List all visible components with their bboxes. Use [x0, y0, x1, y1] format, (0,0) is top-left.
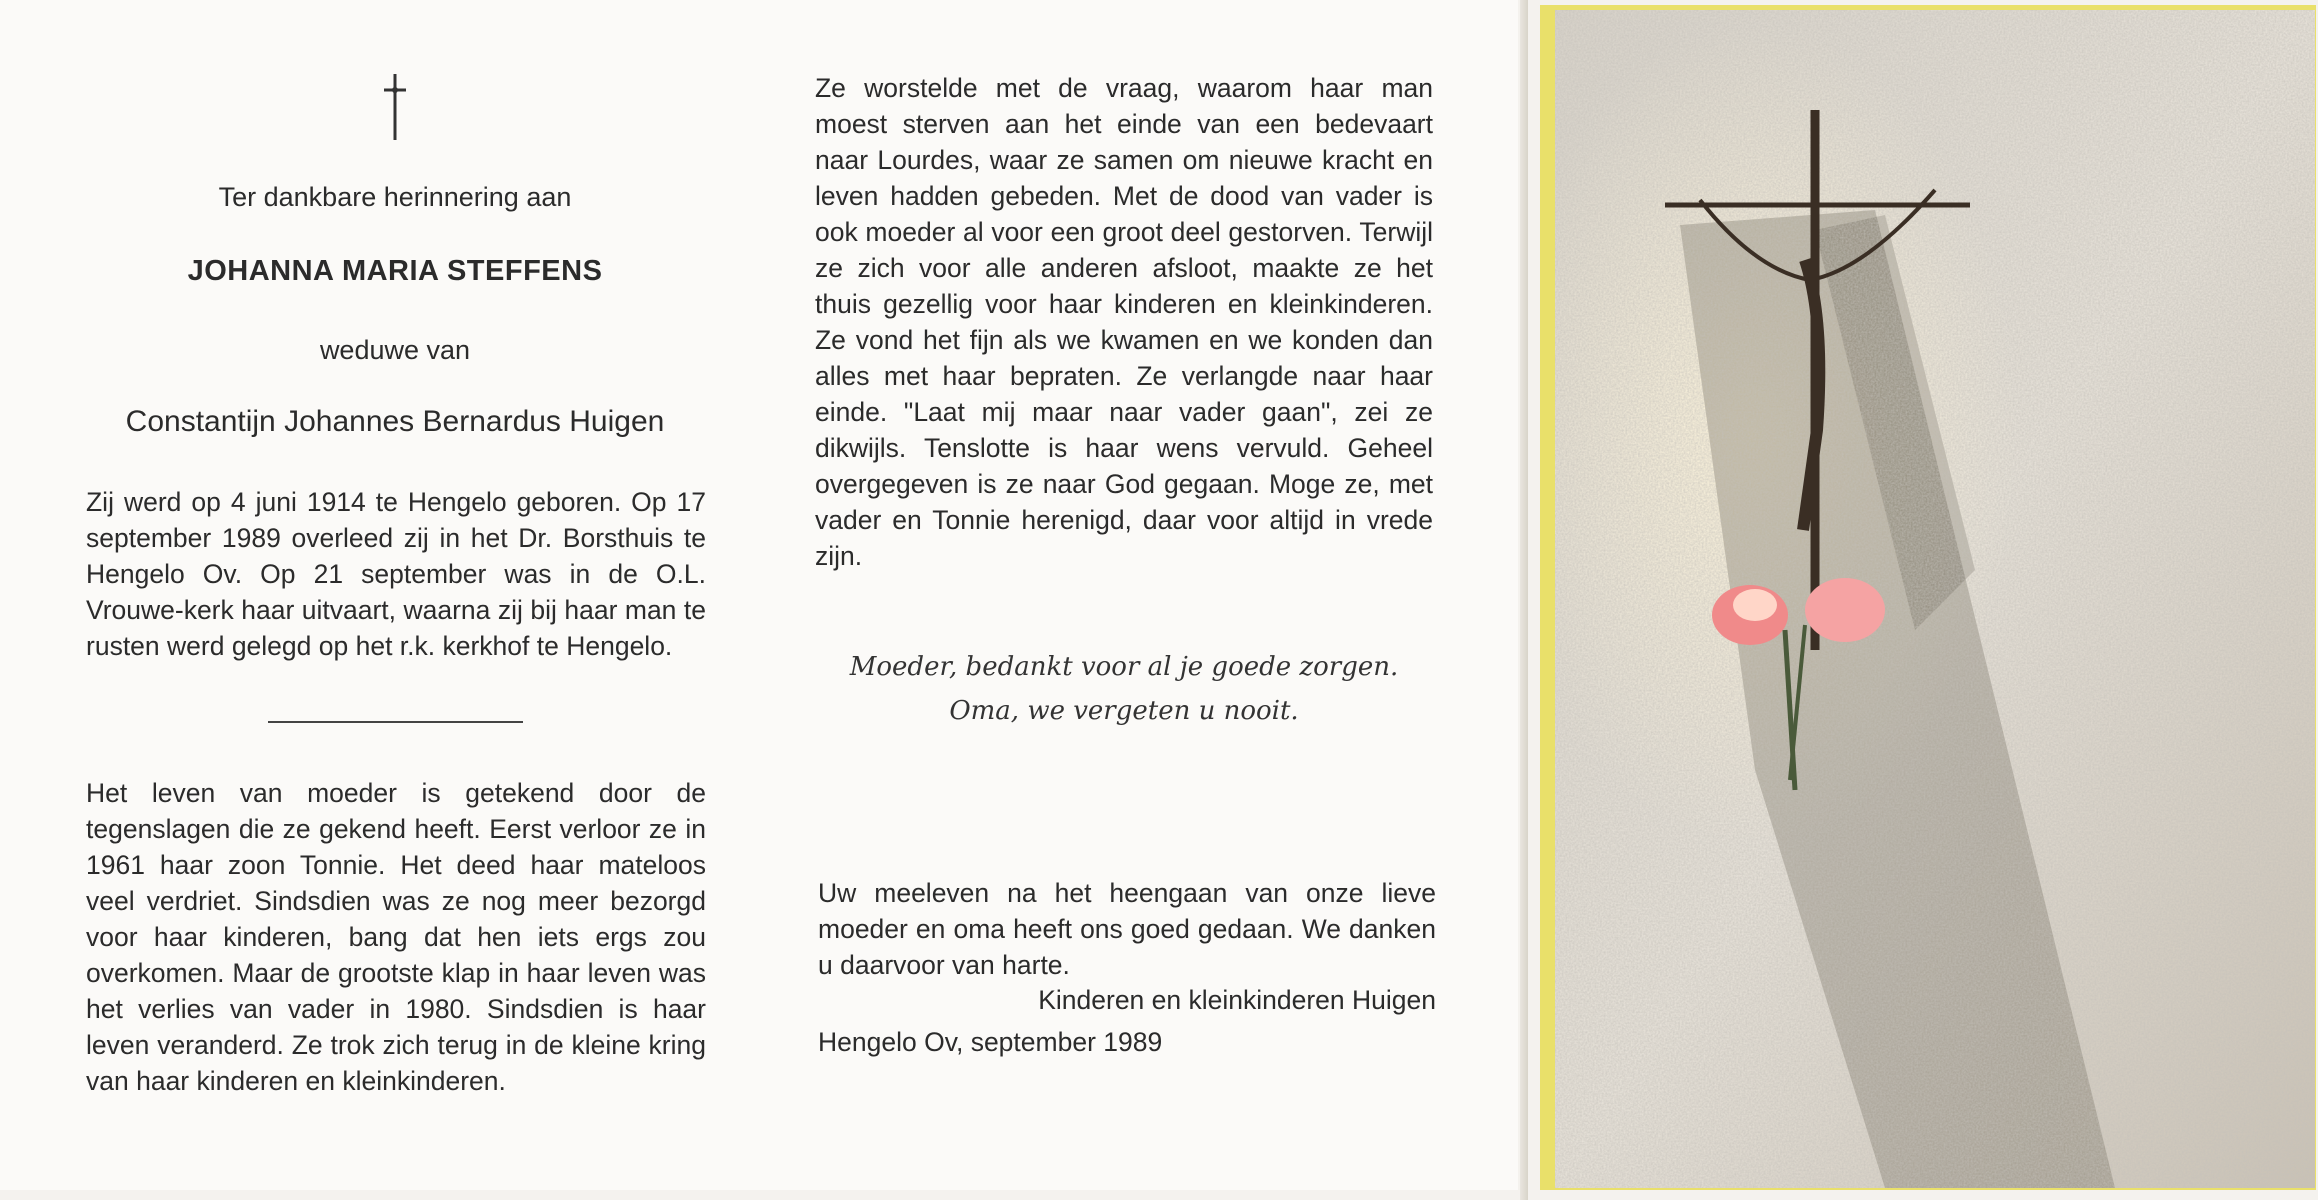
verse-line-1: Moeder, bedankt voor al je goede zorgen. — [849, 652, 1399, 682]
verse-line-2: Oma, we vergeten u nooit. — [949, 696, 1299, 726]
thanks-paragraph: Uw meeleven na het heengaan van onze lieve moeder en oma heeft ons goed gedaan. We danken u daarvoor van harte. — [818, 878, 1436, 980]
cross-icon — [375, 72, 415, 142]
verse — [815, 645, 1433, 733]
divider — [268, 721, 523, 723]
place-date: Hengelo Ov, september 1989 — [818, 1027, 1163, 1057]
widow-text: weduwe van — [319, 335, 471, 365]
reflection-paragraph: Ze worstelde met de vraag, waarom haar man moest sterven aan het einde van een bedevaart naar Lourdes, waar ze samen om nieuwe kracht en leven hadden gebeden. Met de dood van vader is ook moeder al voor een groot deel gestorven. Terwijl ze zich voor alle anderen afsloot, maakte ze het thuis gezellig voor haar kinderen en kleinkinderen. Ze vond het fijn als we kwamen en we konden dan alles met haar bepraten. Ze verlangde naar haar einde. "Laat mij maar naar vader gaan", zei ze dikwijls. Tenslotte is haar wens vervuld. Geheel overgegeven is ze naar God gegaan. Moge ze, met vader en Tonnie herenigd, daar voor altijd in vrede zijn. — [815, 73, 1433, 571]
intro-text: Ter dankbare herinnering aan — [218, 182, 572, 212]
life-paragraph: Het leven van moeder is getekend door de tegenslagen die ze gekend heeft. Eerst verloor ze in 1961 haar zoon Tonnie. Het deed haar mateloos veel verdriet. Sindsdien was ze nog meer bezorgd voor haar kinderen, bang dat hen iets ergs zou overkomen. Maar de grootste klap in haar leven was het verlies van vader in 1980. Sindsdien is haar leven veranderd. Ze trok zich terug in de kleine kring van haar kinderen en kleinkinderen. — [86, 778, 706, 1096]
signature: Kinderen en kleinkinderen Huigen — [1038, 985, 1436, 1015]
biography-paragraph: Zij werd op 4 juni 1914 te Hengelo geboren. Op 17 september 1989 overleed zij in het Dr. Borsthuis te Hengelo Ov. Op 21 september was in de O.L. Vrouwe-kerk haar uitvaart, waarna zij bij haar man te rusten werd gelegd op het r.k. kerkhof te Hengelo. — [86, 487, 706, 661]
crucifix-photo — [1555, 10, 2315, 1188]
card-fold — [1520, 0, 1528, 1200]
deceased-name: JOHANNA MARIA STEFFENS — [187, 255, 603, 287]
husband-name: Constantijn Johannes Bernardus Huigen — [125, 405, 665, 438]
